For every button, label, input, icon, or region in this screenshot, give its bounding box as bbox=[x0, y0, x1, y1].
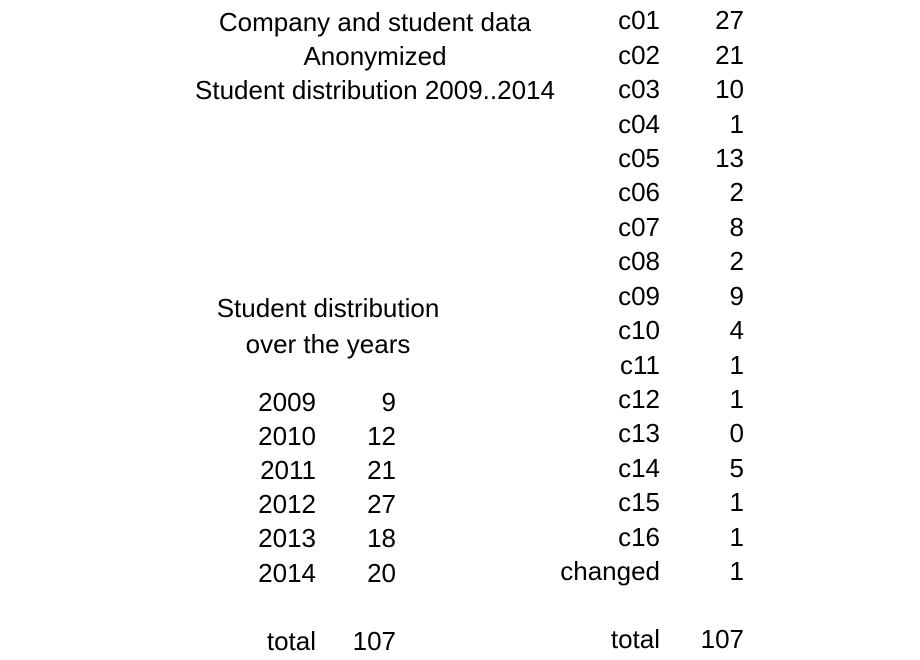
company-count: 1 bbox=[729, 350, 744, 380]
years-total-row bbox=[0, 624, 400, 658]
years-heading-line-1: Student distribution bbox=[216, 293, 440, 323]
company-count: 27 bbox=[715, 5, 744, 35]
year-count: 12 bbox=[367, 421, 396, 451]
company-name: c11 bbox=[620, 350, 660, 380]
year-row bbox=[0, 521, 400, 555]
year-label: 2011 bbox=[260, 455, 316, 485]
year-count: 9 bbox=[381, 387, 396, 417]
company-count: 9 bbox=[729, 281, 744, 311]
company-count: 2 bbox=[729, 177, 744, 207]
company-row bbox=[500, 382, 750, 416]
company-count: 1 bbox=[729, 109, 744, 139]
company-name: changed bbox=[560, 556, 660, 586]
title-line-2: Anonymized bbox=[303, 41, 447, 71]
company-row bbox=[500, 210, 750, 244]
year-count: 18 bbox=[367, 523, 396, 553]
company-name: c05 bbox=[618, 143, 660, 173]
year-count: 27 bbox=[367, 489, 396, 519]
company-row bbox=[500, 107, 750, 141]
year-row bbox=[0, 556, 400, 590]
company-count: 4 bbox=[729, 315, 744, 345]
company-name: c14 bbox=[618, 453, 660, 483]
companies-total-value: 107 bbox=[700, 624, 744, 654]
year-label: 2010 bbox=[258, 421, 316, 451]
company-row bbox=[500, 72, 750, 106]
year-label: 2009 bbox=[258, 387, 316, 417]
company-count: 1 bbox=[729, 487, 744, 517]
companies-total-label: total bbox=[610, 624, 660, 654]
company-count: 5 bbox=[729, 453, 744, 483]
company-name: c02 bbox=[618, 40, 660, 70]
company-name: c09 bbox=[618, 281, 660, 311]
company-count: 10 bbox=[715, 74, 744, 104]
company-row bbox=[500, 141, 750, 175]
company-row bbox=[500, 520, 750, 554]
company-count: 1 bbox=[729, 522, 744, 552]
title-line-3: Student distribution 2009..2014 bbox=[195, 75, 555, 105]
year-row bbox=[0, 453, 400, 487]
year-row bbox=[0, 419, 400, 453]
company-name: c03 bbox=[618, 74, 660, 104]
company-name: c12 bbox=[618, 384, 660, 414]
company-name: c13 bbox=[618, 418, 660, 448]
years-heading bbox=[178, 290, 478, 362]
company-name: c06 bbox=[618, 177, 660, 207]
company-row bbox=[500, 416, 750, 450]
company-count: 2 bbox=[729, 246, 744, 276]
years-total-label: total bbox=[266, 626, 316, 656]
years-heading-line-2: over the years bbox=[245, 329, 411, 359]
company-row bbox=[500, 244, 750, 278]
company-count: 1 bbox=[729, 384, 744, 414]
company-count: 8 bbox=[729, 212, 744, 242]
company-name: c16 bbox=[618, 522, 660, 552]
company-row bbox=[500, 451, 750, 485]
year-count: 20 bbox=[367, 558, 396, 588]
title-line-1: Company and student data bbox=[218, 7, 532, 37]
company-row bbox=[500, 554, 750, 588]
company-name: c08 bbox=[618, 246, 660, 276]
company-name: c04 bbox=[618, 109, 660, 139]
years-total-value: 107 bbox=[352, 626, 396, 656]
company-row bbox=[500, 485, 750, 519]
company-row bbox=[500, 38, 750, 72]
company-name: c07 bbox=[618, 212, 660, 242]
company-row bbox=[500, 175, 750, 209]
year-row bbox=[0, 487, 400, 521]
year-label: 2012 bbox=[258, 489, 316, 519]
company-count: 1 bbox=[729, 556, 744, 586]
year-row bbox=[0, 385, 400, 419]
company-name: c15 bbox=[618, 487, 660, 517]
companies-total-row bbox=[500, 622, 750, 656]
year-count: 21 bbox=[367, 455, 396, 485]
year-label: 2013 bbox=[258, 523, 316, 553]
company-count: 21 bbox=[715, 40, 744, 70]
company-count: 0 bbox=[729, 418, 744, 448]
company-row bbox=[500, 348, 750, 382]
year-label: 2014 bbox=[258, 558, 316, 588]
company-name: c10 bbox=[618, 315, 660, 345]
company-count: 13 bbox=[715, 143, 744, 173]
company-row bbox=[500, 3, 750, 37]
company-name: c01 bbox=[618, 5, 660, 35]
company-row bbox=[500, 279, 750, 313]
company-row bbox=[500, 313, 750, 347]
